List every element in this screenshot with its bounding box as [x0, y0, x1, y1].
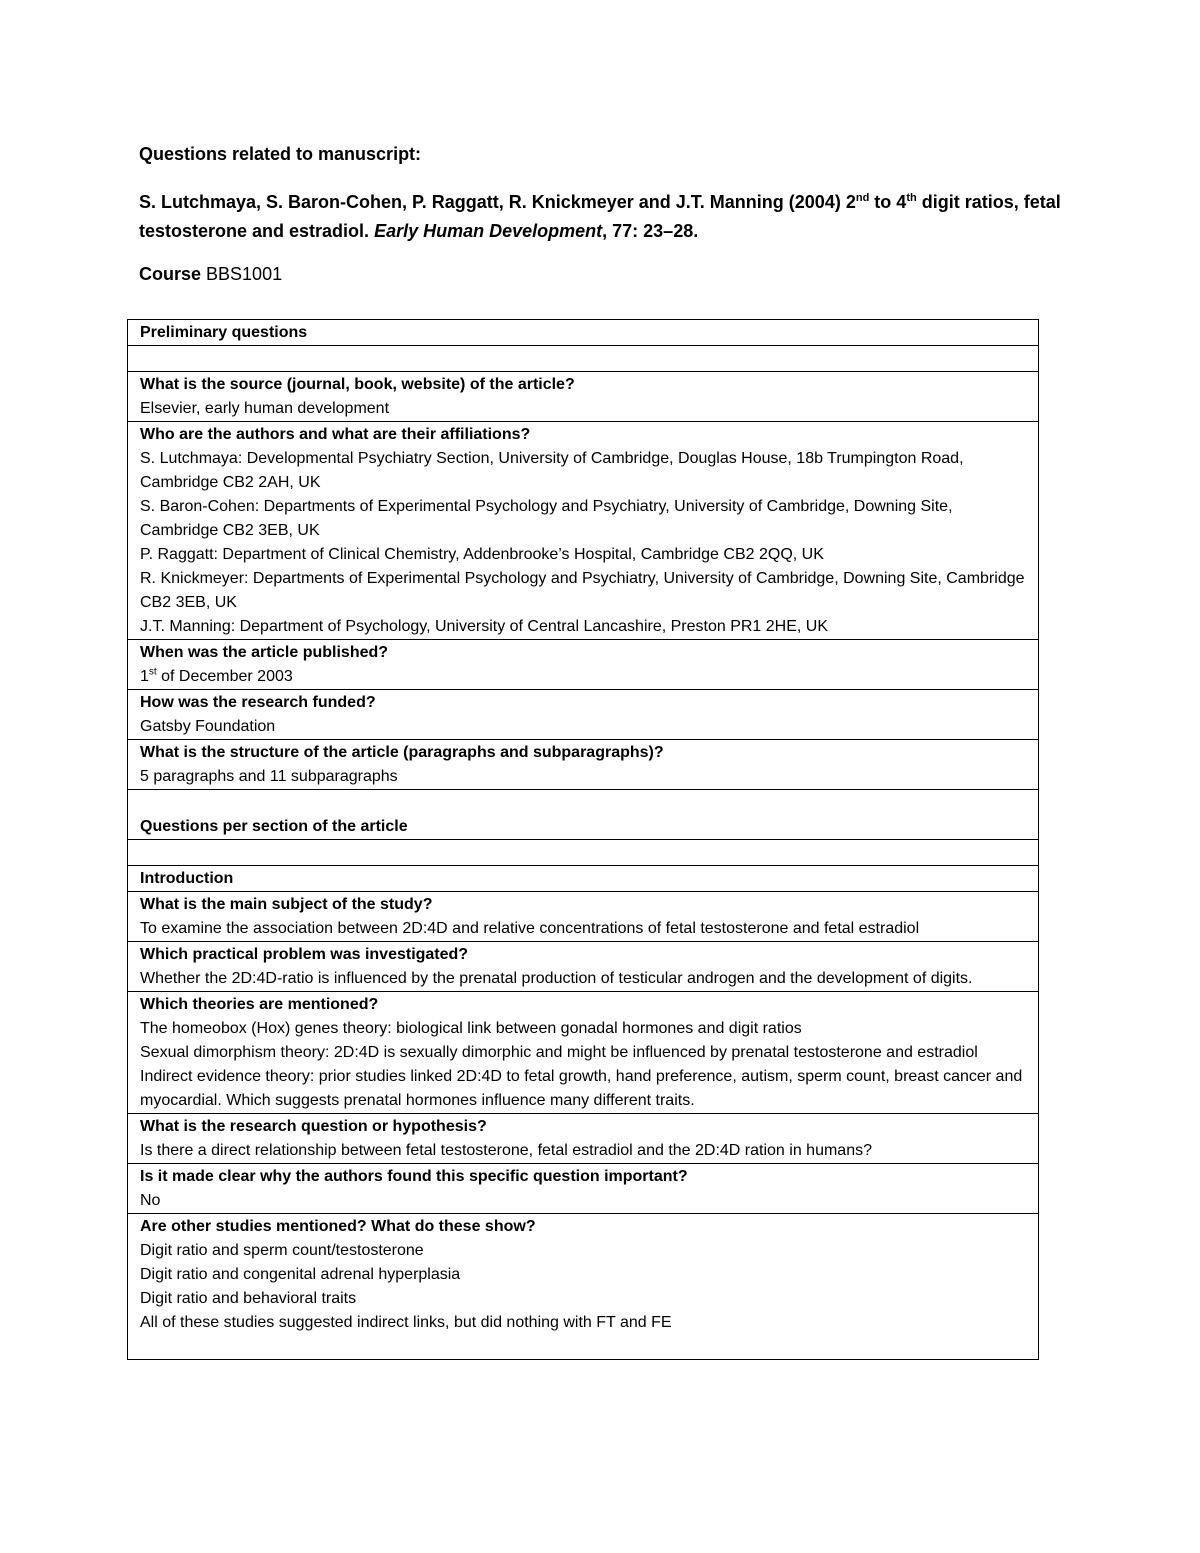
course-line — [139, 260, 1069, 289]
answer-published-day: 1 — [140, 668, 149, 685]
question-main-subject: What is the main subject of the study? — [140, 896, 433, 913]
question-practical-problem: Which practical problem was investigated? — [140, 946, 469, 963]
theory-line: The homeobox (Hox) genes theory: biological link between gonadal hormones and digit ratios — [140, 1020, 802, 1037]
question-authors: Who are the authors and what are their affiliations? — [140, 426, 531, 443]
answer-funding: Gatsby Foundation — [140, 718, 276, 735]
question-source: What is the source (journal, book, website) of the article? — [140, 376, 575, 393]
question-theories: Which theories are mentioned? — [140, 996, 379, 1013]
journal-name: Early Human Development — [374, 221, 603, 241]
citation-authors: S. Lutchmaya, S. Baron-Cohen, P. Raggatt, R. Knickmeyer and J.T. Manning (2004) 2 — [139, 192, 856, 212]
questions-table — [127, 319, 1039, 1360]
table-cell — [128, 640, 1039, 690]
table-row — [128, 892, 1039, 942]
empty-cell — [128, 840, 1039, 866]
volume-pages: , 77: 23–28. — [602, 221, 699, 241]
author-affiliation: S. Baron-Cohen: Departments of Experimental Psychology and Psychiatry, University of Cambridge, Downing Site, Cambridge CB2 3EB, UK — [140, 498, 953, 539]
study-line: Digit ratio and behavioral traits — [140, 1290, 357, 1307]
answer-published-rest: of December 2003 — [156, 668, 293, 685]
document-header — [139, 140, 1069, 289]
answer-main-subject: To examine the association between 2D:4D and relative concentrations of fetal testosterone and fetal estradiol — [140, 920, 920, 937]
answer-importance: No — [140, 1192, 161, 1209]
author-affiliation: P. Raggatt: Department of Clinical Chemistry, Addenbrooke’s Hospital, Cambridge CB2 2QQ, UK — [140, 546, 824, 563]
preliminary-heading: Preliminary questions — [140, 324, 308, 341]
question-hypothesis: What is the research question or hypothesis? — [140, 1118, 487, 1135]
table-cell — [128, 1164, 1039, 1214]
table-cell — [128, 892, 1039, 942]
table-cell — [128, 690, 1039, 740]
table-row — [128, 690, 1039, 740]
table-row — [128, 740, 1039, 790]
table-cell — [128, 790, 1039, 840]
introduction-heading: Introduction — [140, 870, 234, 887]
answer-source: Elsevier, early human development — [140, 400, 390, 417]
table-row — [128, 1114, 1039, 1164]
theory-line: Indirect evidence theory: prior studies linked 2D:4D to fetal growth, hand preference, autism, sperm count, breast cancer and myocardial. Which suggests prenatal hormones influence many different traits. — [140, 1068, 1023, 1109]
answer-hypothesis: Is there a direct relationship between fetal testosterone, fetal estradiol and the 2D:4D ration in humans? — [140, 1142, 872, 1159]
table-row — [128, 840, 1039, 866]
answer-published-sup: st — [148, 666, 157, 678]
table-row — [128, 320, 1039, 346]
table-row — [128, 1164, 1039, 1214]
table-cell — [128, 942, 1039, 992]
course-code: BBS1001 — [206, 264, 283, 284]
author-affiliation: R. Knickmeyer: Departments of Experimental Psychology and Psychiatry, University of Cambridge, Downing Site, Cambridge CB2 3EB, UK — [140, 570, 1025, 611]
table-cell — [128, 740, 1039, 790]
table-cell — [128, 992, 1039, 1114]
question-importance: Is it made clear why the authors found this specific question important? — [140, 1168, 688, 1185]
answer-structure: 5 paragraphs and 11 subparagraphs — [140, 768, 398, 785]
question-funding: How was the research funded? — [140, 694, 376, 711]
theory-line: Sexual dimorphism theory: 2D:4D is sexually dimorphic and might be influenced by prenatal testosterone and estradiol — [140, 1044, 978, 1061]
citation-title: digit ratios, fetal testosterone and estradiol. — [139, 192, 1061, 241]
table-cell — [128, 422, 1039, 640]
author-affiliation: S. Lutchmaya: Developmental Psychiatry Section, University of Cambridge, Douglas House, 18b Trumpington Road, Cambridge CB2 2AH, UK — [140, 450, 964, 491]
table-row — [128, 1214, 1039, 1360]
question-other-studies: Are other studies mentioned? What do these show? — [140, 1218, 536, 1235]
table-row — [128, 866, 1039, 892]
table-cell — [128, 866, 1039, 892]
table-cell — [128, 372, 1039, 422]
section-heading: Questions per section of the article — [140, 818, 408, 835]
author-affiliation: J.T. Manning: Department of Psychology, University of Central Lancashire, Preston PR1 2HE, UK — [140, 618, 829, 635]
page-title: Questions related to manuscript: — [139, 144, 422, 164]
table-cell — [128, 1214, 1039, 1360]
answer-published — [140, 665, 1026, 689]
question-structure: What is the structure of the article (paragraphs and subparagraphs)? — [140, 744, 664, 761]
citation-sup-th: th — [906, 192, 917, 204]
table-cell — [128, 1114, 1039, 1164]
table-row — [128, 790, 1039, 840]
table-row — [128, 346, 1039, 372]
table-row — [128, 422, 1039, 640]
table-cell — [128, 320, 1039, 346]
answer-practical-problem: Whether the 2D:4D-ratio is influenced by the prenatal production of testicular androgen and the development of digits. — [140, 970, 973, 987]
table-row — [128, 992, 1039, 1114]
study-line: All of these studies suggested indirect links, but did nothing with FT and FE — [140, 1314, 672, 1331]
citation-to: to 4 — [869, 192, 907, 212]
empty-cell — [128, 346, 1039, 372]
table-row — [128, 640, 1039, 690]
manuscript-citation — [139, 188, 1069, 246]
table-row — [128, 372, 1039, 422]
question-published: When was the article published? — [140, 644, 389, 661]
table-row — [128, 942, 1039, 992]
citation-sup-nd: nd — [855, 192, 870, 204]
course-label: Course — [139, 264, 207, 284]
study-line: Digit ratio and congenital adrenal hyperplasia — [140, 1266, 461, 1283]
study-line: Digit ratio and sperm count/testosterone — [140, 1242, 424, 1259]
